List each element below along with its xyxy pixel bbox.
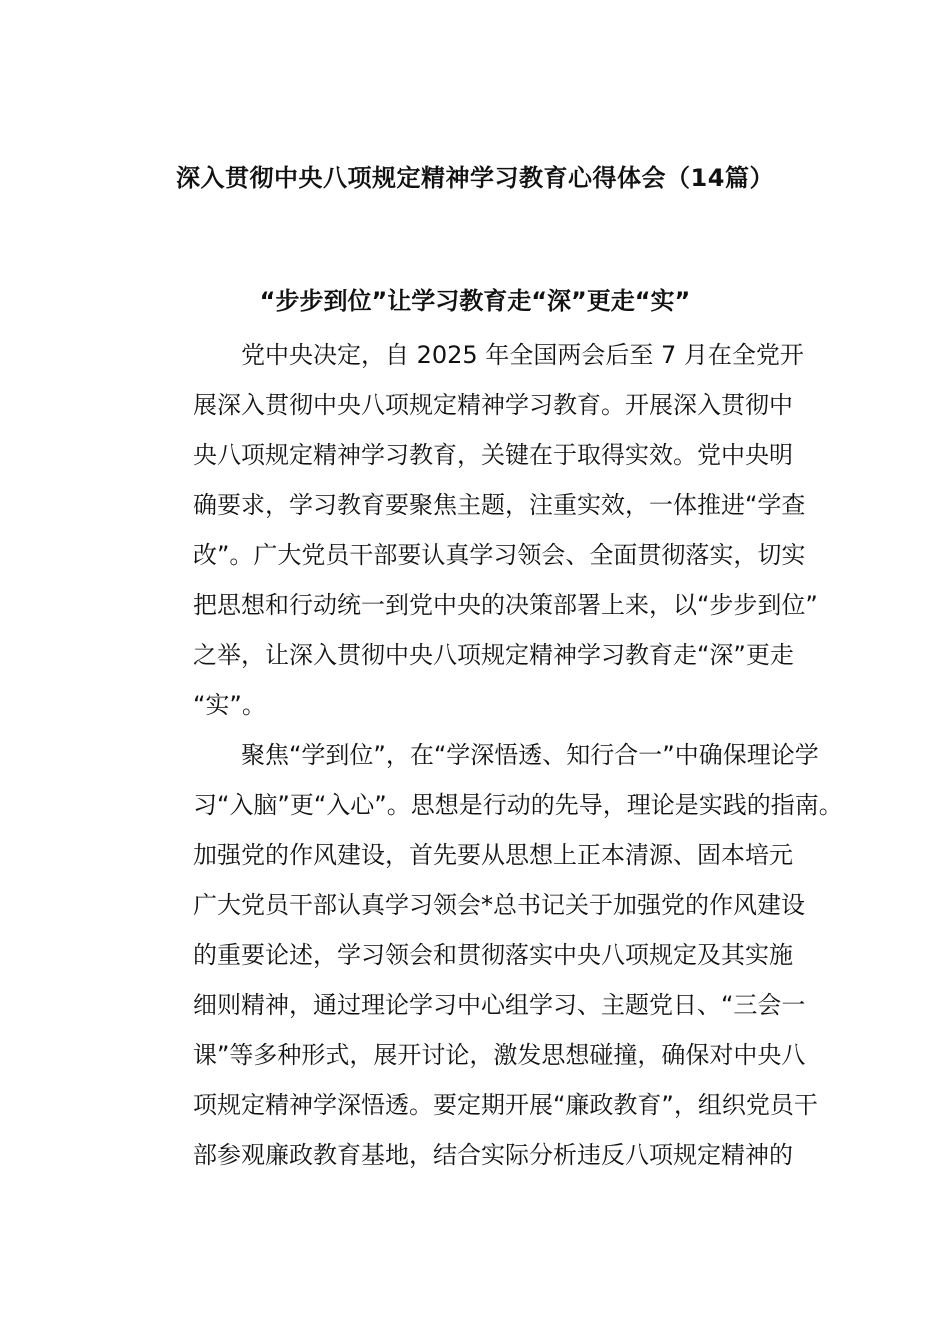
paragraph-line: 项规定精神学深悟透。要定期开展“廉政教育”，组织党员干 (193, 1091, 818, 1119)
paragraph-line: 部参观廉政教育基地，结合实际分析违反八项规定精神的 (193, 1141, 793, 1169)
paragraph-line: 习“入脑”更“入心”。思想是行动的先导，理论是实践的指南。 (193, 791, 843, 819)
paragraph-line: 把思想和行动统一到党中央的决策部署上来，以“步步到位” (193, 591, 818, 619)
paragraph-line: 广大党员干部认真学习领会*总书记关于加强党的作风建设 (193, 891, 805, 919)
paragraph-line: 确要求，学习教育要聚焦主题，注重实效，一体推进“学查 (193, 491, 806, 519)
paragraph-line: “实”。 (193, 691, 266, 719)
paragraph-line: 聚焦“学到位”，在“学深悟透、知行合一”中确保理论学 (241, 741, 819, 769)
paragraph-line: 改”。广大党员干部要认真学习领会、全面贯彻落实，切实 (193, 541, 806, 569)
paragraph-line: 细则精神，通过理论学习中心组学习、主题党日、“三会一 (193, 991, 806, 1019)
document-title: 深入贯彻中央八项规定精神学习教育心得体会（14篇） (176, 164, 774, 192)
paragraph-2 (145, 730, 843, 1180)
paragraph-line: 的重要论述，学习领会和贯彻落实中央八项规定及其实施 (193, 941, 793, 969)
document-body (145, 330, 843, 1180)
paragraph-line: 展深入贯彻中央八项规定精神学习教育。开展深入贯彻中 (193, 391, 793, 419)
paragraph-line: 课”等多种形式，展开讨论，激发思想碰撞，确保对中央八 (193, 1041, 806, 1069)
paragraph-line: 之举，让深入贯彻中央八项规定精神学习教育走“深”更走 (193, 641, 794, 669)
paragraph-line: 央八项规定精神学习教育，关键在于取得实效。党中央明 (193, 441, 793, 469)
paragraph-1 (145, 330, 825, 730)
paragraph-line: 加强党的作风建设，首先要从思想上正本清源、固本培元 (193, 841, 793, 869)
section-title: “步步到位”让学习教育走“深”更走“实” (259, 287, 691, 315)
paragraph-line: 党中央决定，自 2025 年全国两会后至 7 月在全党开 (241, 341, 804, 369)
